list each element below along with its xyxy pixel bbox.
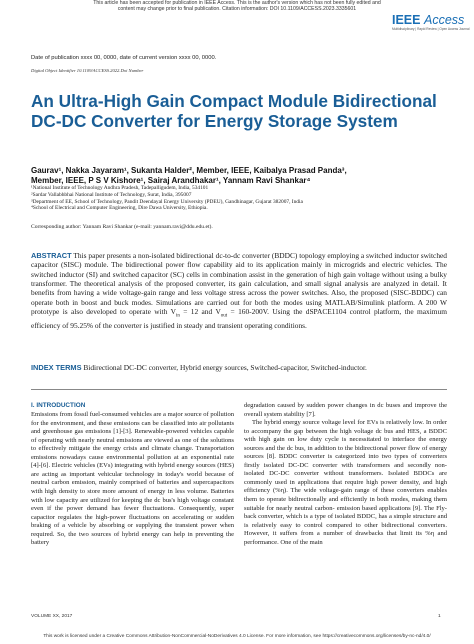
abstract-tail: = 160-200V. Using the dSPACE1104 control platform, the maximum efficiency of 95.25% of the converter is justified in steady and transient operating conditions.: [31, 307, 447, 330]
abstract-text: This paper presents a non-isolated bidirectional dc-to-dc converter (BDDC) topology employing a switched inductor switched capacitor (SISC) module. The bidirectional power flow capability aid to its application mainly in microgrids and electric vehicles. The switched inductor (SI) and switched capacitor (SC) cells in combination assist in the generation of high gain voltage without using a bulky transformer. The theoretical analysis of the proposed converter, its gain calculation, and small signal analysis are analyzed in detail. It benefits from having a wide voltage-gain range and less voltage stress across the power switches. Also, the proposed (SISC-BDDC) can operate both in boost and buck modes. Simulations are carried out for both the modes using MATLAB/Simulink platform. A 200 W prototype is also developed to operate with V: [31, 251, 447, 317]
accepted-notice-line-1: This article has been accepted for publication in IEEE Access. This is the author's version which has not been fully edited and: [93, 0, 381, 6]
logo-tagline: Multidisciplinary | Rapid Review | Open Access Journal: [392, 27, 470, 31]
vin-subscript: in: [175, 313, 180, 319]
corresponding-author: Corresponding author: Yannam Ravi Shankar (e-mail: yannam.ravi@ddu.edu.et).: [31, 224, 213, 230]
index-terms-text: Bidirectional DC-DC converter, Hybrid energy sources, Switched-capacitor, Switched-inductor.: [83, 363, 367, 372]
index-terms: [31, 363, 447, 372]
author-line-1: Gaurav¹, Nakka Jayaram¹, Sukanta Halder², Member, IEEE, Kaibalya Prasad Panda³,: [31, 166, 347, 175]
abstract-vin-text: = 12 and V: [179, 307, 221, 317]
affiliation-3: ³Department of EE, School of Technology, Pandit Deendayal Energy University (PDEU), Gandhinagar, Gujarat 382007, India: [31, 198, 303, 205]
intro-paragraph-2: The hybrid energy source voltage level for EVs is relatively low. In order to accompany the gap between the high voltage dc bus and HES, a BDDC with high gain on low duty cycle is necessitated to interface the energy sources and the dc bus, in addition to the bidirectional power flow of energy sources [8]. BDDC converter is categorized into two types of converters firstly isolated DC-DC converter with transformers and secondly non-isolated DC-DC converter without transformers. Isolated BDDCs are commonly used in applications that require high power density, and high efficiency (%η). The wide voltage-gain range of these converters enables them to operate bidirectionally and efficiently in both modes, making them suitable for nearly neutral carbon- emission based applications [9]. The Fly-back converter, which is a type of isolated BDDC, has a simple structure and is relatively easy to control compared to other bidirectional converters. However, it suffers from a number of drawbacks that limit its %η and performance. One of the main: [244, 419, 447, 546]
introduction-heading: I. INTRODUCTION: [31, 402, 86, 409]
logo-wordmark: [392, 13, 465, 27]
affiliations: [31, 185, 451, 212]
abstract: [31, 251, 447, 330]
paper-title: An Ultra-High Gain Compact Module Bidirectional DC-DC Converter for Energy Storage System: [31, 91, 437, 131]
vout-subscript: out: [220, 313, 228, 319]
index-terms-label: INDEX TERMS: [31, 363, 82, 372]
publication-dates: Date of publication xxxx 00, 0000, date of current version xxxx 00, 0000.: [31, 55, 217, 61]
doi-line: Digital Object Identifier 10.1109/ACCESS.2022.Doi Number: [31, 68, 144, 73]
affiliation-1: ¹National Institute of Technology Andhra Pradesh, Tadepalligudem, India, 534101: [31, 185, 209, 191]
intro-paragraph-1: Emissions from fossil fuel-consumed vehicles are a major source of pollution for the environment, and these emissions can be classified into air pollutants and greenhouse gas emissions [1]-[3]. Renewable-powered vehicles capable of operating with nearly neutral emissions are viewed as one of the solutions to effectively mitigate the energy crisis and climate change. Transportation emissions nowadays cause environmental pollution at an exponential rate [4]-[6]. Electric vehicles (EVs) integrating with hybrid energy sources (HES) are acting as important vehicular technology in today's world because of neutral carbon emission, mainly comprised of batteries and supercapacitors with high density to store more amount of energy in less volume. Batteries with low capacity are utilized for keeping the dc bus's high voltage constant even if the power demand has fewer fluctuations. Consequently, super capacitor regulates the high-power fluctuations on accelerating or sudden braking of a vehicle by absorbing or supplying the transient power when required. So, the two sources of hybrid energy can help in preventing the battery: [31, 411, 234, 547]
section-divider: [31, 389, 447, 390]
abstract-label: ABSTRACT: [31, 251, 72, 260]
volume-footer: VOLUME XX, 2017: [31, 614, 73, 619]
author-line-2: Member, IEEE, P S V Kishore¹, Sairaj Arandhakar¹, Yannam Ravi Shankar⁴: [31, 176, 311, 185]
right-column: [244, 402, 447, 547]
ieee-access-logo: [392, 13, 470, 31]
affiliation-4: ⁴School of Electrical and Computer Engineering, Dire Dawa University, Ethiopia.: [31, 205, 208, 212]
page-number: 1: [438, 614, 441, 619]
left-column: [31, 402, 234, 548]
logo-brand: IEEE: [392, 13, 421, 27]
accepted-notice-line-2: content may change prior to final publication. Citation information: DOI 10.1109/ACCESS.2023.3335601: [117, 6, 357, 13]
accepted-notice: [0, 0, 474, 12]
author-list: [31, 166, 451, 186]
affiliation-2: ²Sardar Vallabhbhai National Institute of Technology, Surat, India, 395007: [31, 191, 192, 198]
intro-paragraph-continued: degradation caused by sudden power changes in dc buses and improve the overall system stability [7].: [244, 402, 447, 418]
license-footer: This work is licensed under a Creative Commons Attribution-NonCommercial-NoDerivatives 4.0 License. For more information, see https://creativecommons.org/licenses/by-nc-nd/4.0/: [43, 634, 431, 639]
logo-name: Access: [423, 13, 465, 27]
